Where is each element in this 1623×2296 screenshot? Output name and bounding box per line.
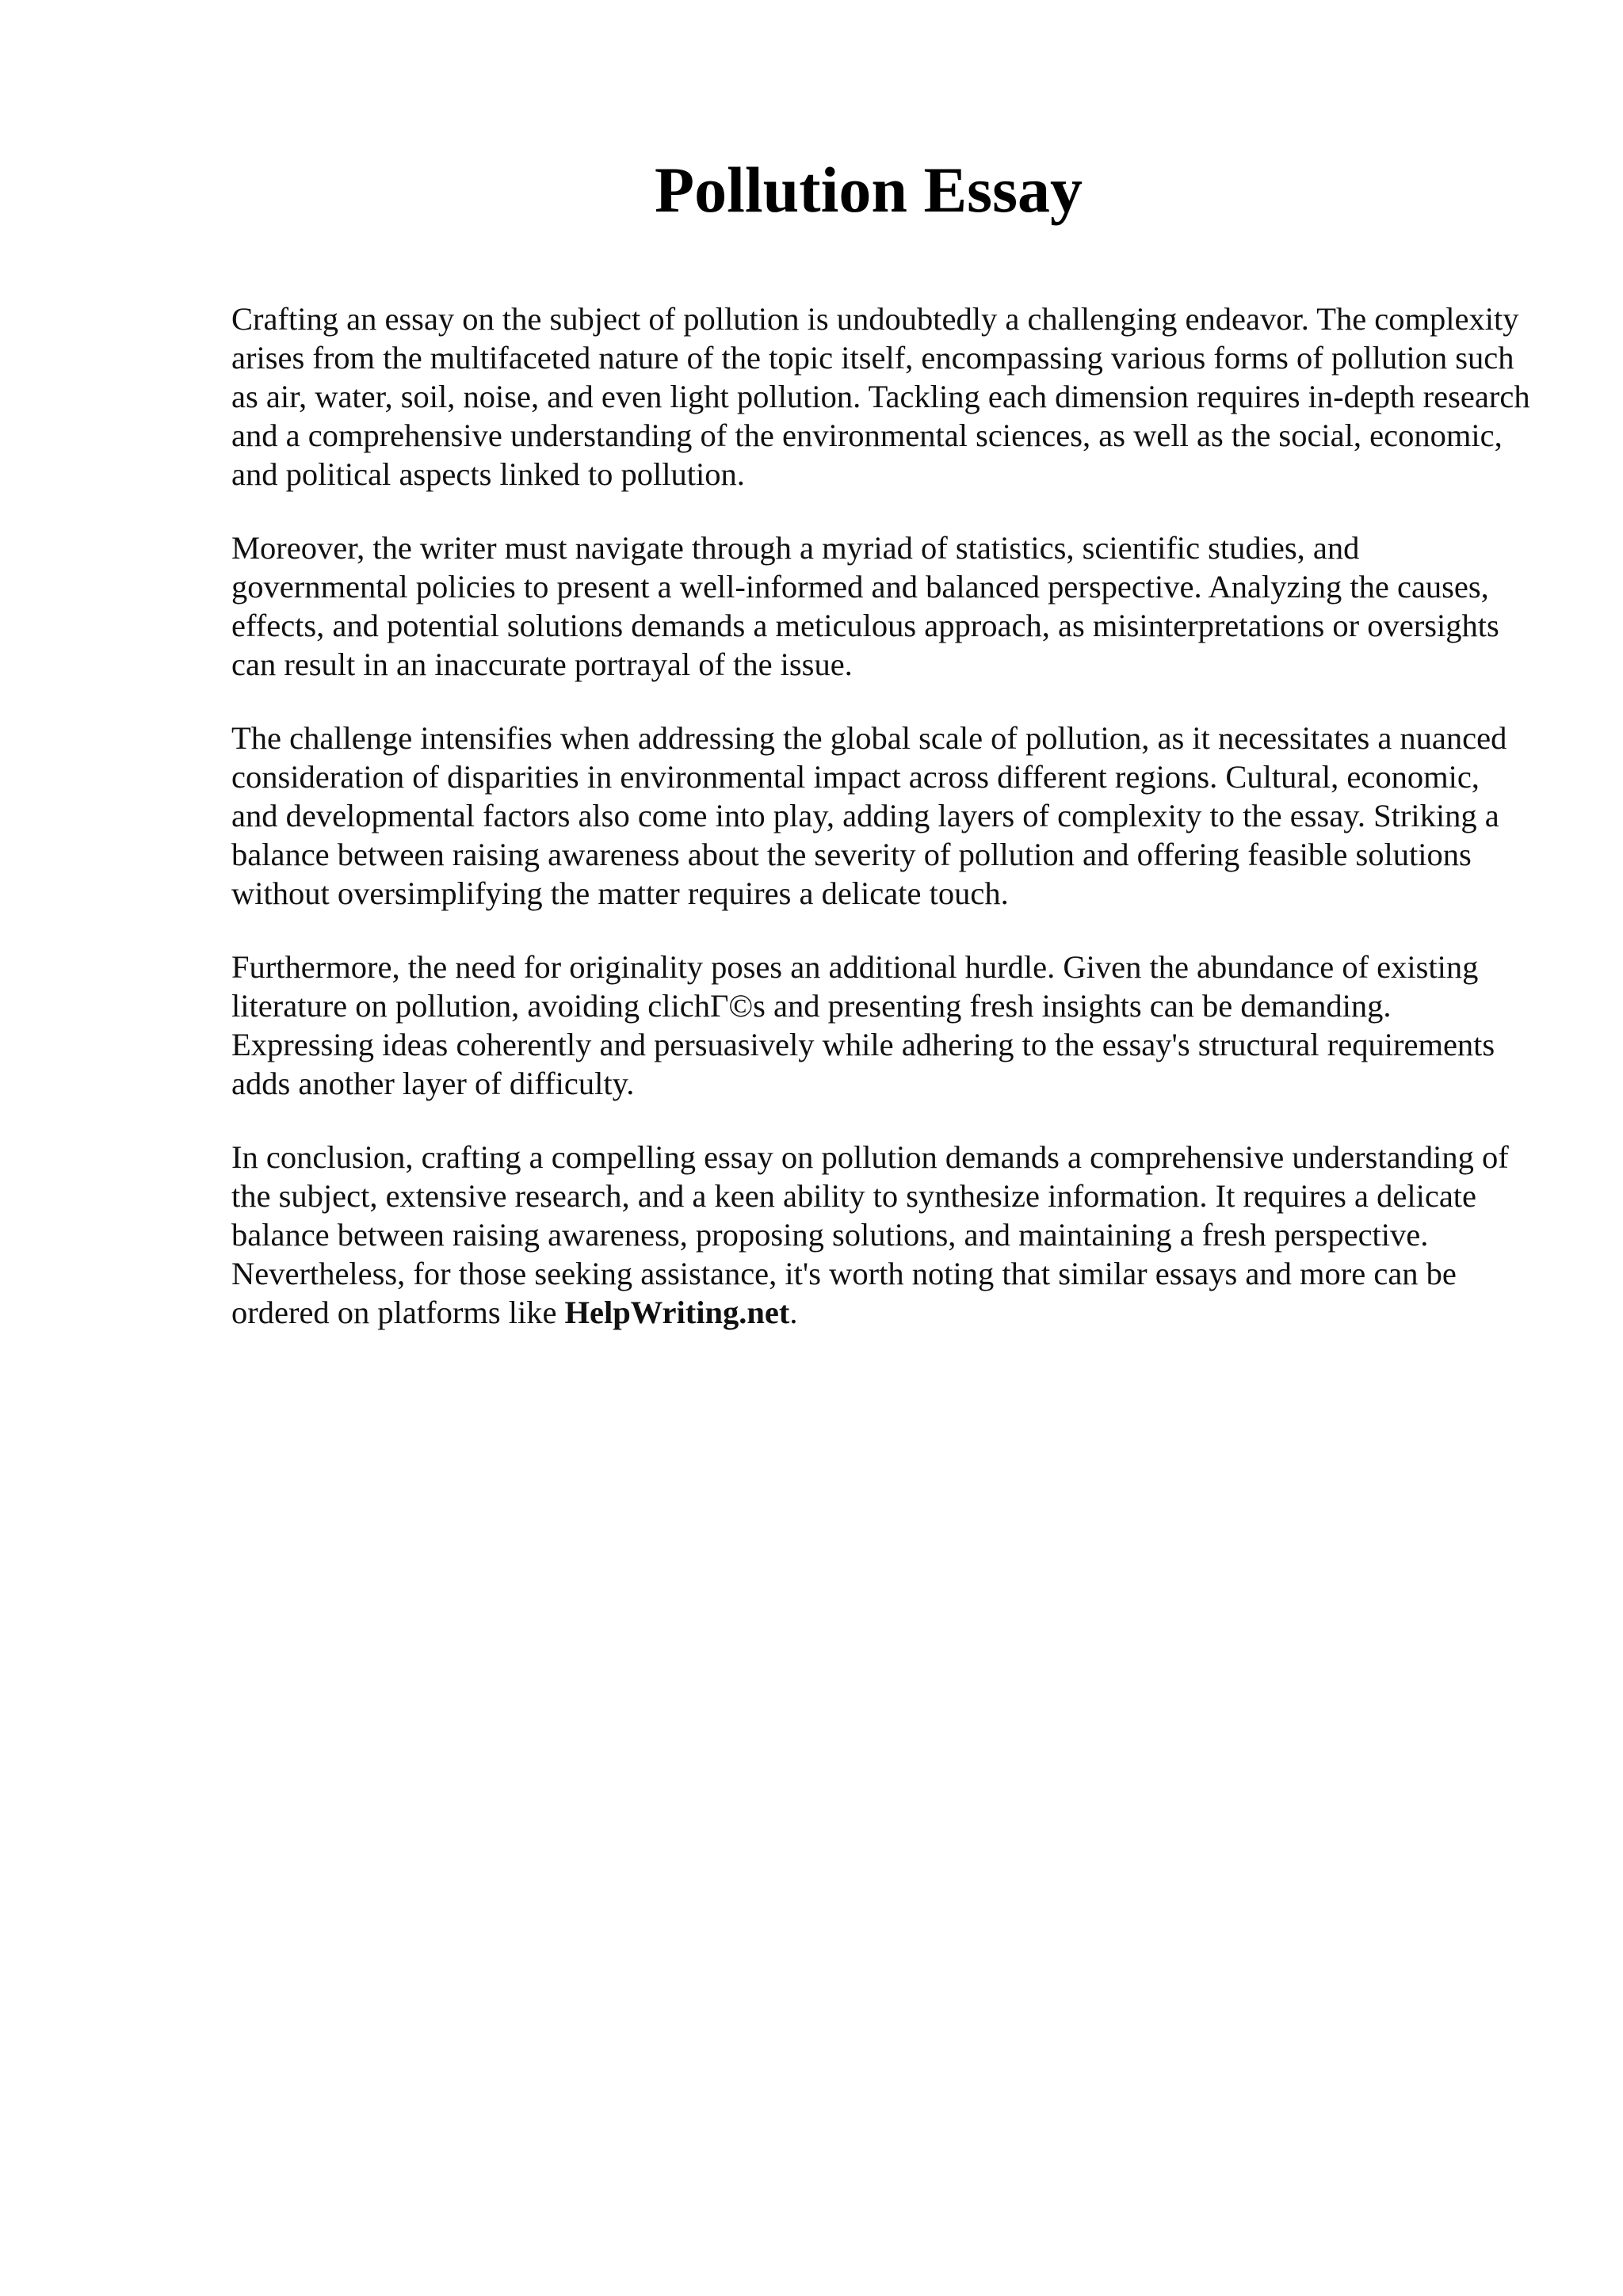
conclusion-text: In conclusion, crafting a compelling essay on pollution demands a comprehensive understanding of the subject, extensive research, and a keen ability to synthesize information. It requires a delicate balance between raising awareness, proposing solutions, and maintaining a fresh perspective. Nevertheless, for those seeking assistance, it's worth noting that similar essays and more can be ordered on platforms like bbox=[231, 1139, 1509, 1330]
paragraph-5-conclusion bbox=[231, 1138, 1531, 1332]
page-title: Pollution Essay bbox=[655, 154, 1083, 226]
paragraph-4: Furthermore, the need for originality poses an additional hurdle. Given the abundance of existing literature on pollution, avoiding clichΓ©s and presenting fresh insights can be demanding. Expressing ideas coherently and persuasively while adhering to the essay's structural requirements adds another layer of difficulty. bbox=[231, 949, 1495, 1101]
conclusion-end: . bbox=[789, 1295, 798, 1330]
paragraph-1: Crafting an essay on the subject of pollution is undoubtedly a challenging endeavor. The complexity arises from the multifaceted nature of the topic itself, encompassing various forms of pollution such as air, water, soil, noise, and even light pollution. Tackling each dimension requires in-depth research and a comprehensive understanding of the environmental sciences, as well as the social, economic, and political aspects linked to pollution. bbox=[231, 301, 1530, 492]
paragraph-2: Moreover, the writer must navigate through a myriad of statistics, scientific studies, and governmental policies to present a well-informed and balanced perspective. Analyzing the causes, effects, and potential solutions demands a meticulous approach, as misinterpretations or oversights can result in an inaccurate portrayal of the issue. bbox=[231, 530, 1499, 682]
essay-body bbox=[231, 299, 1531, 1367]
paragraph-3: The challenge intensifies when addressing the global scale of pollution, as it necessitates a nuanced consideration of disparities in environmental impact across different regions. Cultural, economic, and developmental factors also come into play, adding layers of complexity to the essay. Striking a balance between raising awareness about the severity of pollution and offering feasible solutions without oversimplifying the matter requires a delicate touch. bbox=[231, 720, 1507, 911]
brand-link[interactable]: HelpWriting.net bbox=[564, 1295, 790, 1330]
